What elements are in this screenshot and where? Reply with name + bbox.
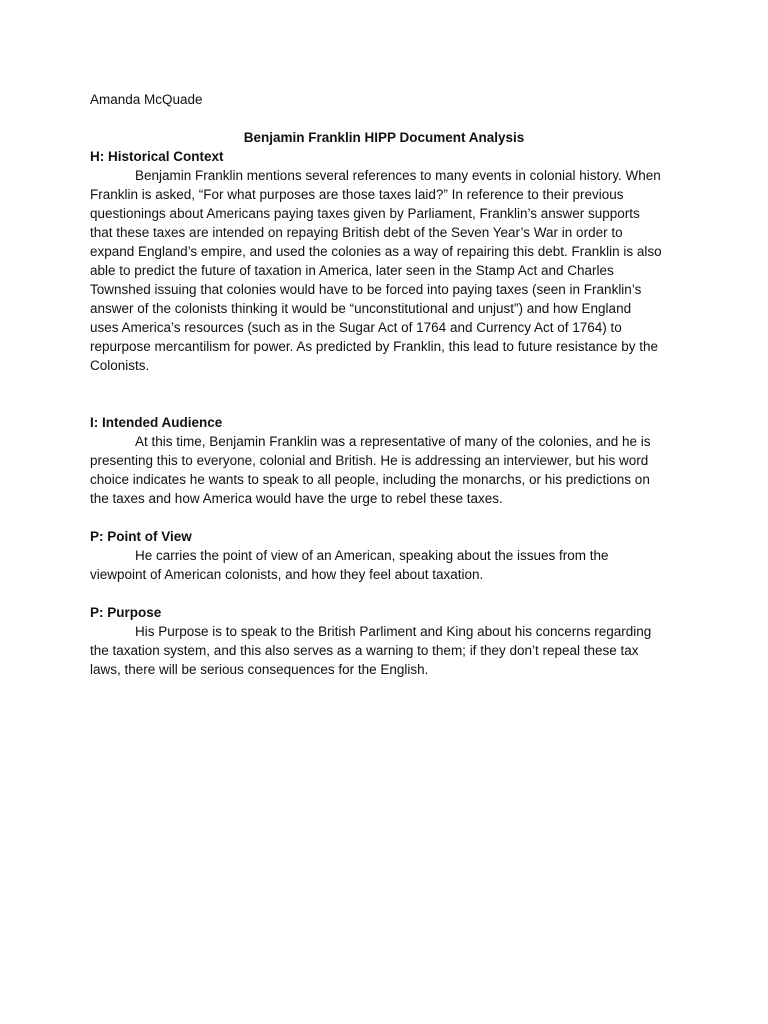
document-title: Benjamin Franklin HIPP Document Analysis [243, 130, 525, 145]
document-page [90, 90, 662, 679]
section-body: His Purpose is to speak to the British Parliment and King about his concerns regarding the taxation system, and this also serves as a warning to them; if they don’t repeal these tax laws, there will be serious consequences for the English. [90, 624, 652, 677]
section-body: Benjamin Franklin mentions several references to many events in colonial history. When Franklin is asked, “For what purposes are those taxes laid?” In reference to their previous questionings about Americans paying taxes given by Parliament, Franklin’s answer supports that these taxes are intended on repaying British debt of the Seven Year’s War in order to expand England’s empire, and used the colonies as a way of repairing this debt. Franklin is also able to predict the future of taxation in America, later seen in the Stamp Act and Charles Townshed issuing that colonies would have to be forced into paying taxes (seen in Franklin’s answer of the colonists thinking it would be “unconstitutional and unjust”) and how England uses America’s resources (such as in the Sugar Act of 1764 and Currency Act of 1764) to repurpose mercantilism for power. As predicted by Franklin, this lead to future resistance by the Colonists. [90, 168, 662, 373]
section-intended-audience [90, 413, 662, 508]
section-historical-context [90, 147, 662, 375]
spacer [90, 508, 662, 527]
section-purpose [90, 603, 662, 679]
section-heading: P: Point of View [90, 529, 192, 544]
section-point-of-view [90, 527, 662, 584]
author-name: Amanda McQuade [90, 92, 203, 107]
spacer [90, 584, 662, 603]
section-body: At this time, Benjamin Franklin was a representative of many of the colonies, and he is presenting this to everyone, colonial and British. He is addressing an interviewer, but his word choice indicates he wants to speak to all people, including the monarchs, or his predictions on the taxes and how America would have the urge to rebel these taxes. [90, 434, 651, 506]
section-heading: I: Intended Audience [90, 415, 223, 430]
section-heading: H: Historical Context [90, 149, 224, 164]
section-body: He carries the point of view of an American, speaking about the issues from the viewpoint of American colonists, and how they feel about taxation. [90, 548, 609, 582]
section-heading: P: Purpose [90, 605, 162, 620]
spacer [90, 375, 662, 413]
